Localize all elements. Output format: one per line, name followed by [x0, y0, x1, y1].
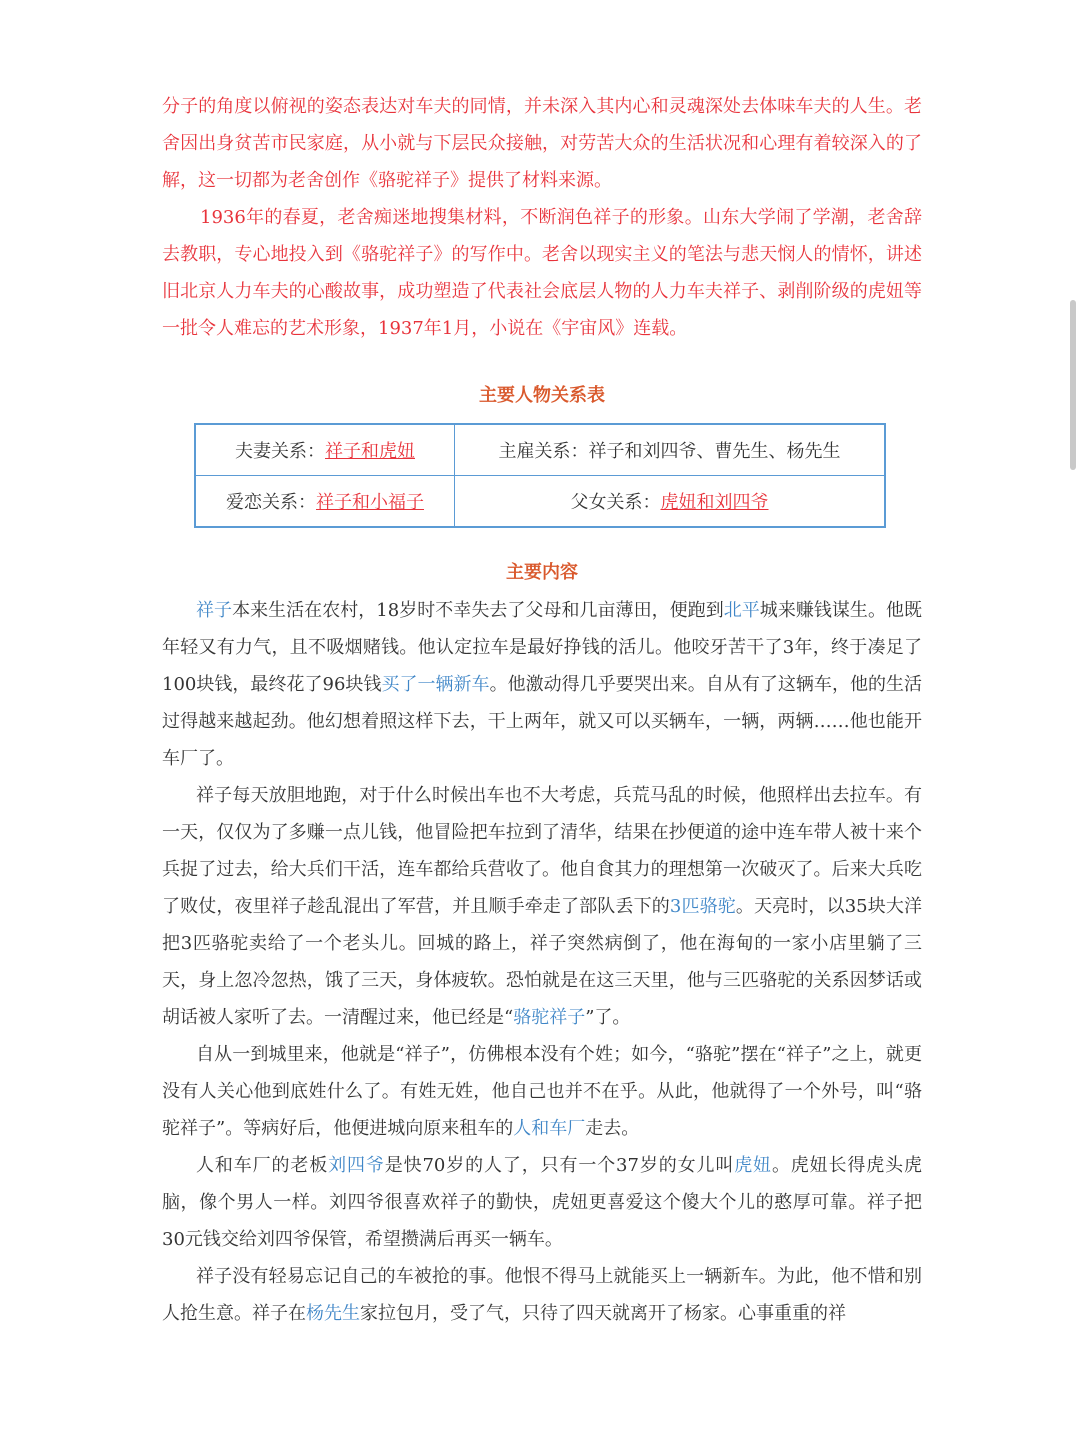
paragraph-text: 是快70岁的人了，只有一个37岁的女儿叫 [384, 1155, 735, 1176]
highlight-text: 人和车厂 [513, 1118, 586, 1139]
paragraph-text: 自从一到城里来，他就是“祥子”，仿佛根本没有个姓；如今，“骆驼”摆在“祥子”之上，就更没有人关心他到底姓什么了。有姓无姓，他自己也并不在乎。从此，他就得了一个外号，叫“骆驼祥子”。等病好后，他便进城向原来租车的 [162, 1044, 922, 1139]
highlight-text: 祥子 [196, 600, 233, 621]
table-cell [455, 424, 886, 476]
content-paragraph [162, 592, 922, 777]
highlight-text: 骆驼祥子 [513, 1007, 586, 1028]
relation-label: 爱恋关系： [226, 492, 316, 513]
paragraph-text: 人和车厂的老板 [196, 1155, 329, 1176]
paragraph-text: 家拉包月，受了气，只待了四天就离开了杨家。心事重重的祥 [360, 1303, 846, 1324]
paragraph-text: 。他激动得几乎要哭出来。自从有了这辆车，他的生活过得越来越起劲。他幻想着照这样下去，干上两年，就又可以买辆车，一辆，两辆……他也能开车厂了。 [162, 674, 923, 769]
scrollbar[interactable] [1070, 300, 1076, 470]
relation-value: 祥子和小福子 [316, 492, 424, 513]
paragraph-text: 城来赚钱谋生。他既年轻又有力气，且不吸烟赌钱。他认定拉车是最好挣钱的活儿。他咬牙苦干了3年，终于凑足了100块钱，最终花了96块钱 [162, 600, 923, 695]
intro-paragraph-1: 分子的角度以俯视的姿态表达对车夫的同情，并未深入其内心和灵魂深处去体味车夫的人生。老舍因出身贫苦市民家庭，从小就与下层民众接触，对劳苦大众的生活状况和心理有着较深入的了解，这一切都为老舍创作《骆驼祥子》提供了材料来源。 [162, 96, 922, 191]
paragraph-text: ”了。 [585, 1007, 631, 1028]
paragraph-text: 走去。 [585, 1118, 640, 1139]
highlight-text: 北平 [723, 600, 760, 621]
table-cell [195, 424, 455, 476]
relation-value: 祥子和刘四爷、曹先生、杨先生 [588, 441, 841, 462]
relation-label: 夫妻关系： [235, 441, 325, 462]
table-cell [455, 476, 886, 528]
table-row [195, 424, 885, 476]
highlight-text: 杨先生 [306, 1303, 360, 1324]
highlight-text: 刘四爷 [328, 1155, 385, 1176]
table-row [195, 476, 885, 528]
relation-label: 父女关系： [570, 492, 661, 513]
content-paragraph [162, 777, 922, 1036]
highlight-text: 虎妞 [734, 1155, 772, 1176]
paragraph-text: 祥子没有轻易忘记自己的车被抢的事。他恨不得马上就能买上一辆新车。为此，他不惜和别人抢生意。祥子在 [162, 1266, 922, 1324]
relation-value: 祥子和虎妞 [325, 441, 415, 462]
relation-label: 主雇关系： [498, 441, 589, 462]
highlight-text: 3匹骆驼 [669, 896, 736, 917]
content-title: 主要内容 [506, 562, 578, 583]
paragraph-text: 祥子每天放胆地跑，对于什么时候出车也不大考虑，兵荒马乱的时候，他照样出去拉车。有一天，仅仅为了多赚一点儿钱，他冒险把车拉到了清华，结果在抄便道的途中连车带人被十来个兵捉了过去，给大兵们干活，连车都给兵营收了。他自食其力的理想第一次破灭了。后来大兵吃了败仗，夜里祥子趁乱混出了军营，并且顺手牵走了部队丢下的 [162, 785, 922, 917]
paragraph-text: 。天亮时，以35块大洋把3匹骆驼卖给了一个老头儿。回城的路上，祥子突然病倒了，他在海甸的一家小店里躺了三天，身上忽冷忽热，饿了三天，身体疲软。恐怕就是在这三天里，他与三匹骆驼的关系因梦话或胡话被人家听了去。一清醒过来，他已经是“ [162, 896, 923, 1028]
highlight-text: 买了一辆新车 [381, 674, 490, 695]
relations-table [194, 423, 886, 528]
paragraph-text: 。虎妞长得虎头虎脑，像个男人一样。刘四爷很喜欢祥子的勤快，虎妞更喜爱这个傻大个儿的憨厚可靠。祥子把30元钱交给刘四爷保管，希望攒满后再买一辆车。 [162, 1155, 923, 1250]
content-body [162, 592, 922, 1332]
relation-value: 虎妞和刘四爷 [660, 492, 769, 513]
table-cell [195, 476, 455, 528]
document-page [162, 88, 922, 1332]
paragraph-text: 本来生活在农村，18岁时不幸失去了父母和几亩薄田，便跑到 [232, 600, 724, 621]
content-paragraph [162, 1147, 922, 1258]
content-paragraph [162, 1036, 922, 1147]
intro-paragraph-2: 1936年的春夏，老舍痴迷地搜集材料，不断润色祥子的形象。山东大学闹了学潮，老舍辞去教职，专心地投入到《骆驼祥子》的写作中。老舍以现实主义的笔法与悲天悯人的情怀，讲述旧北京人力车夫的心酸故事，成功塑造了代表社会底层人物的人力车夫祥子、剥削阶级的虎妞等一批令人难忘的艺术形象，1937年1月，小说在《宇宙风》连载。 [162, 207, 922, 339]
content-paragraph [162, 1258, 922, 1332]
relations-title: 主要人物关系表 [479, 385, 605, 406]
